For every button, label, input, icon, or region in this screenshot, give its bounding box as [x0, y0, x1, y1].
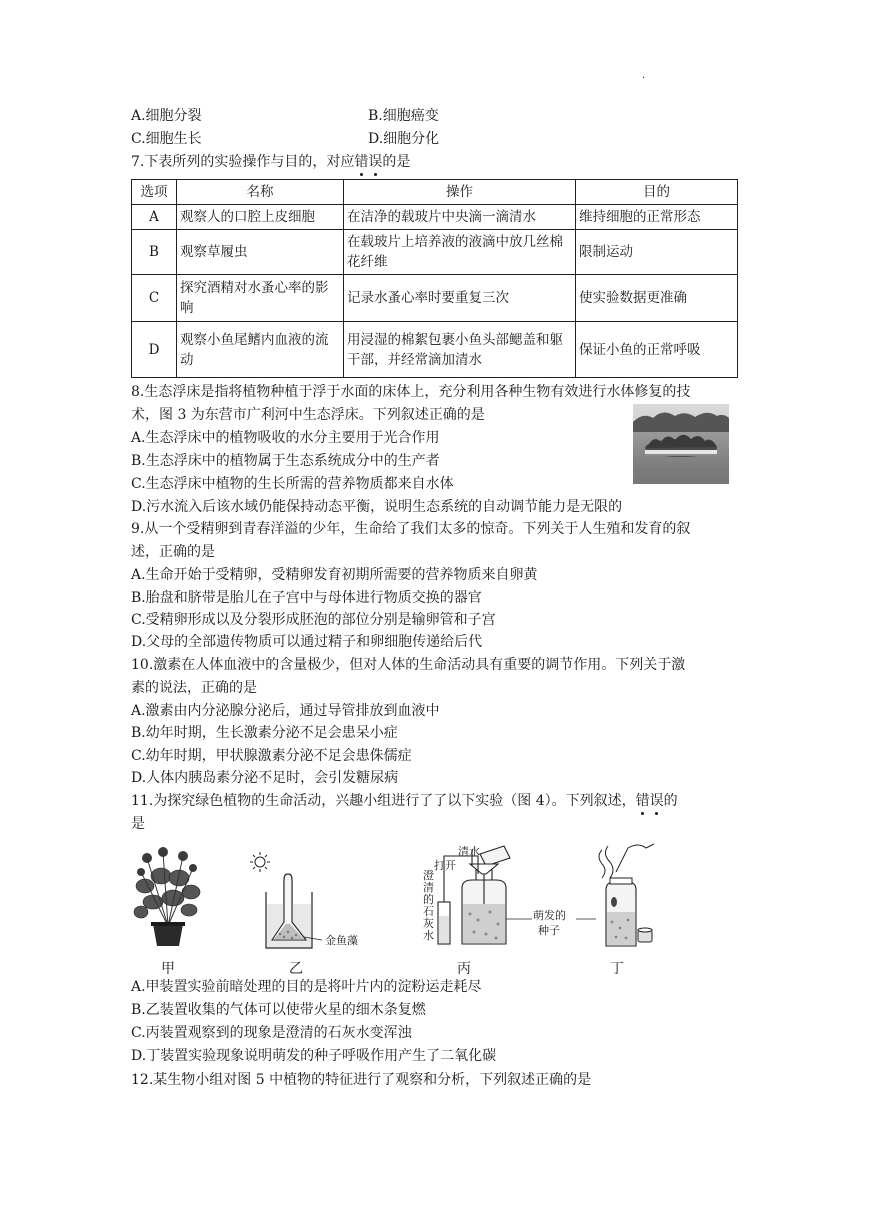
- potted-plant-illustration: [133, 846, 203, 950]
- q11-option-b: B.乙装置收集的气体可以使带火星的细木条复燃: [131, 1002, 426, 1018]
- table-header-row: [132, 180, 738, 205]
- q6-option-d: D.细胞分化: [368, 131, 440, 147]
- label-sprouting-seeds-1: 萌发的: [533, 909, 566, 922]
- table-row: A 观察人的口腔上皮细胞 在洁净的载玻片中央滴一滴清水 维持细胞的正常形态: [132, 205, 738, 230]
- q9-option-d: D.父母的全部遗传物质可以通过精子和卵细胞传递给后代: [131, 634, 483, 650]
- q11-option-d: D.丁装置实验现象说明萌发的种子呼吸作用产生了二氧化碳: [131, 1048, 497, 1064]
- fig-label-bing: 丙: [457, 961, 471, 977]
- q8-option-b: B.生态浮床中的植物属于生态系统成分中的生产者: [131, 453, 440, 469]
- q11-stem-line2: 是: [131, 816, 145, 832]
- q9-option-b: B.胎盘和脐带是胎儿在子宫中与母体进行物质交换的器官: [131, 590, 482, 606]
- label-clear-water: 清水: [458, 845, 480, 858]
- header-operation: 操作: [344, 180, 576, 205]
- q9-option-c: C.受精卵形成以及分裂形成胚泡的部位分别是输卵管和子宫: [131, 612, 496, 628]
- header-name: 名称: [177, 180, 344, 205]
- emphasis-dot-char: 误: [368, 154, 383, 170]
- q10-stem-line2: 素的说法，正确的是: [131, 680, 257, 696]
- eco-floating-bed-photo: [633, 404, 729, 484]
- fig-label-ding: 丁: [610, 961, 624, 977]
- header-option: 选项: [132, 180, 177, 205]
- page-mark: .: [642, 70, 646, 81]
- emphasis-dot-char: 错: [635, 793, 650, 809]
- q8-stem-line2: 术，图 3 为东营市广利河中生态浮床。下列叙述正确的是: [131, 407, 485, 423]
- q10-option-d: D.人体内胰岛素分泌不足时，会引发糖尿病: [131, 770, 399, 786]
- table-row: C 探究酒精对水蚤心率的影响 记录水蚤心率时要重复三次 使实验数据更准确: [132, 275, 738, 322]
- label-open: 打开: [434, 859, 456, 872]
- table-row: D 观察小鱼尾鳍内血液的流动 用浸湿的棉絮包裹小鱼头部鳃盖和躯干部，并经常滴加清水 保证小鱼的正常呼吸: [132, 322, 738, 378]
- q11-stem-line1: 11.为探究绿色植物的生命活动，兴趣小组进行了了以下实验（图 4）。下列叙述，错误的: [131, 793, 678, 809]
- label-limewater: 澄清的石灰水: [423, 869, 434, 942]
- q8-option-d: D.污水流入后该水域仍能保持动态平衡，说明生态系统的自动调节能力是无限的: [131, 499, 623, 515]
- header-purpose: 目的: [576, 180, 738, 205]
- label-goldfish-weed: 金鱼藻: [325, 934, 358, 947]
- q8-option-c: C.生态浮床中植物的生长所需的营养物质都来自水体: [131, 476, 454, 492]
- q10-option-b: B.幼年时期，生长激素分泌不足会患呆小症: [131, 725, 398, 741]
- q11-option-c: C.丙装置观察到的现象是澄清的石灰水变浑浊: [131, 1025, 412, 1041]
- fig-label-yi: 乙: [289, 961, 303, 977]
- q12-stem-line1: 12.某生物小组对图 5 中植物的特征进行了观察和分析，下列叙述正确的是: [131, 1072, 592, 1088]
- q7-stem: 7.下表所列的实验操作与目的，对应错误的是: [131, 154, 411, 170]
- seed-jar-candle-illustration: [588, 842, 658, 952]
- emphasis-dot-char: 误: [649, 793, 664, 809]
- q10-option-c: C.幼年时期，甲状腺激素分泌不足会患侏儒症: [131, 748, 412, 764]
- table-row: B 观察草履虫 在载玻片上培养液的液滴中放几丝棉花纤维 限制运动: [132, 230, 738, 275]
- pointer-line: [506, 916, 596, 922]
- q6-option-b: B.细胞癌变: [368, 108, 439, 124]
- q9-option-a: A.生命开始于受精卵，受精卵发育初期所需要的营养物质来自卵黄: [131, 567, 538, 583]
- goldfish-weed-beaker-illustration: [248, 850, 328, 952]
- q10-option-a: A.激素由内分泌腺分泌后，通过导管排放到血液中: [131, 703, 440, 719]
- q9-stem-line1: 9.从一个受精卵到青春洋溢的少年，生命给了我们太多的惊奇。下列关于人生殖和发育的叙: [131, 521, 691, 537]
- fig-label-jia: 甲: [161, 961, 175, 977]
- q11-option-a: A.甲装置实验前暗处理的目的是将叶片内的淀粉运走耗尽: [131, 979, 482, 995]
- emphasis-dot-char: 错: [354, 154, 369, 170]
- label-sprouting-seeds-2: 种子: [538, 924, 560, 937]
- q8-stem-line1: 8.生态浮床是指将植物种植于浮于水面的床体上，充分利用各种生物有效进行水体修复的技: [131, 384, 691, 400]
- experiment-table: [131, 179, 738, 378]
- q6-option-a: A.细胞分裂: [131, 108, 202, 124]
- q6-option-c: C.细胞生长: [131, 131, 202, 147]
- q9-stem-line2: 述，正确的是: [131, 544, 215, 560]
- q10-stem-line1: 10.激素在人体血液中的含量极少，但对人体的生命活动具有重要的调节作用。下列关于激: [131, 657, 686, 673]
- q8-option-a: A.生态浮床中的植物吸收的水分主要用于光合作用: [131, 430, 440, 446]
